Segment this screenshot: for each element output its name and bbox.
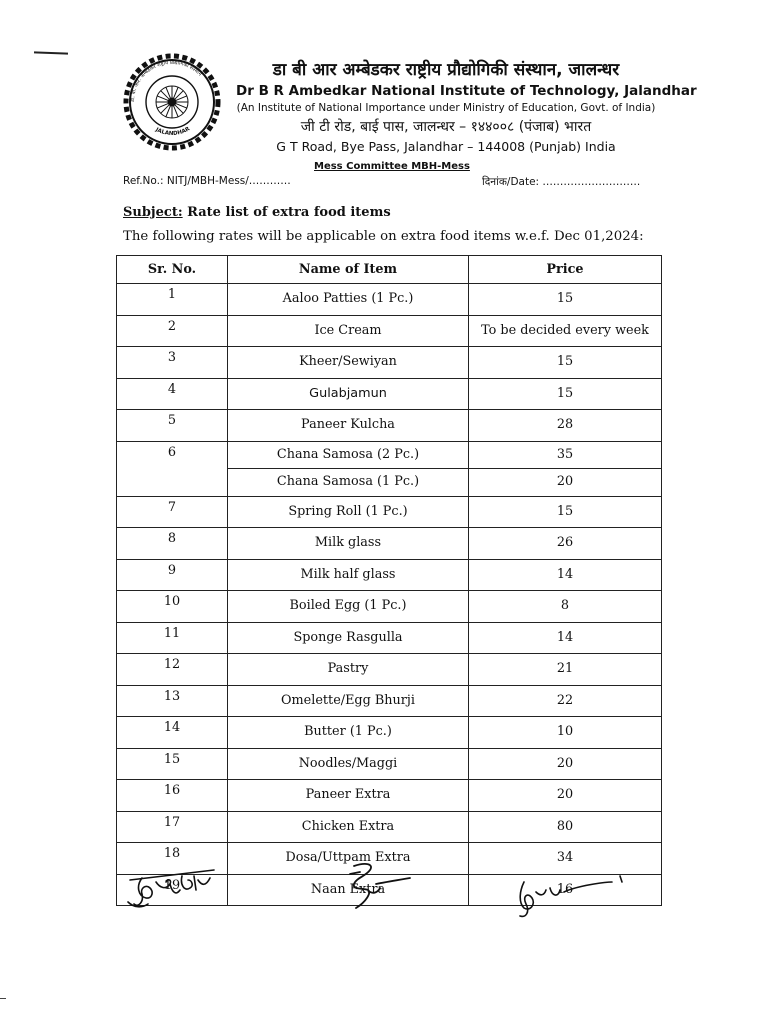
rate-table	[116, 255, 662, 906]
cell-sr: 18	[117, 843, 228, 875]
cell-sr: 14	[117, 717, 228, 749]
cell-sr: 1	[117, 284, 228, 316]
cell-sr: 11	[117, 622, 228, 654]
scan-mark	[34, 51, 68, 54]
cell-sr: 9	[117, 559, 228, 591]
cell-sr: 5	[117, 410, 228, 442]
header-price: Price	[469, 256, 662, 284]
cell-item: Ice Cream	[228, 315, 469, 347]
cell-item: Aaloo Patties (1 Pc.)	[228, 284, 469, 316]
institute-name-english: Dr B R Ambedkar National Institute of Technology, Jalandhar	[236, 83, 697, 99]
cell-sr: 17	[117, 811, 228, 843]
cell-sr: 15	[117, 748, 228, 780]
cell-item: Gulabjamun	[228, 378, 469, 410]
table-row	[117, 748, 662, 780]
table-row	[117, 622, 662, 654]
seal-text-bottom: JALANDHAR	[154, 126, 192, 137]
table-row	[117, 284, 662, 316]
address-hindi: जी टी रोड, बाई पास, जालन्धर – १४४००८ (पंजाब) भारत	[300, 119, 592, 135]
table-row	[117, 410, 662, 442]
signature-2	[344, 858, 424, 914]
cell-item: Omelette/Egg Bhurji	[228, 685, 469, 717]
header-sr-no: Sr. No.	[117, 256, 228, 284]
cell-sr: 13	[117, 685, 228, 717]
subject-label: Subject:	[123, 205, 183, 220]
cell-price: 35	[469, 441, 662, 469]
table-row	[117, 496, 662, 528]
signature-3	[512, 874, 632, 920]
cell-item: Paneer Extra	[228, 780, 469, 812]
table-row	[117, 780, 662, 812]
institute-seal	[120, 50, 224, 154]
date-field: दिनांक/Date: ……………………….	[482, 176, 641, 188]
institute-tagline: (An Institute of National Importance under Ministry of Education, Govt. of India)	[236, 102, 656, 114]
cell-sr: 19	[117, 874, 228, 906]
cell-item: Chana Samosa (2 Pc.)	[228, 441, 469, 469]
cell-price: 34	[469, 843, 662, 875]
table-row	[117, 347, 662, 379]
cell-item: Spring Roll (1 Pc.)	[228, 496, 469, 528]
cell-item: Dosa/Uttpam Extra	[228, 843, 469, 875]
table-row	[117, 591, 662, 623]
cell-item: Chana Samosa (1 Pc.)	[228, 469, 469, 497]
cell-price: 16	[469, 874, 662, 906]
reference-number: Ref.No.: NITJ/MBH-Mess/…………	[123, 175, 291, 187]
cell-price: 22	[469, 685, 662, 717]
cell-sr: 10	[117, 591, 228, 623]
cell-sr: 16	[117, 780, 228, 812]
cell-price: 8	[469, 591, 662, 623]
table-row	[117, 378, 662, 410]
cell-price: 10	[469, 717, 662, 749]
cell-sr: 3	[117, 347, 228, 379]
table-row	[117, 559, 662, 591]
committee-name: Mess Committee MBH-Mess	[314, 161, 470, 172]
subject-text: Rate list of extra food items	[182, 205, 391, 220]
cell-sr: 8	[117, 528, 228, 560]
cell-item: Kheer/Sewiyan	[228, 347, 469, 379]
cell-sr: 7	[117, 496, 228, 528]
cell-price: 26	[469, 528, 662, 560]
cell-item: Chicken Extra	[228, 811, 469, 843]
cell-price: To be decided every week	[469, 315, 662, 347]
edge-mark	[0, 998, 6, 999]
cell-price: 15	[469, 496, 662, 528]
cell-sr: 4	[117, 378, 228, 410]
cell-price: 21	[469, 654, 662, 686]
cell-price: 28	[469, 410, 662, 442]
cell-sr: 6	[117, 441, 228, 496]
cell-price: 14	[469, 559, 662, 591]
table-row	[117, 685, 662, 717]
intro-text: The following rates will be applicable on extra food items w.e.f. Dec 01,2024:	[123, 229, 644, 244]
cell-item: Naan Extra	[228, 874, 469, 906]
table-row	[117, 654, 662, 686]
cell-price: 20	[469, 748, 662, 780]
cell-item: Paneer Kulcha	[228, 410, 469, 442]
cell-item: Sponge Rasgulla	[228, 622, 469, 654]
cell-item: Boiled Egg (1 Pc.)	[228, 591, 469, 623]
cell-price: 20	[469, 469, 662, 497]
institute-name-hindi: डा बी आर अम्बेडकर राष्ट्रीय प्रौद्योगिकी संस्थान, जालन्धर	[272, 60, 620, 80]
cell-sr: 12	[117, 654, 228, 686]
subject-line	[123, 205, 391, 220]
cell-price: 15	[469, 347, 662, 379]
signature-1	[126, 862, 226, 914]
cell-item: Pastry	[228, 654, 469, 686]
cell-item: Noodles/Maggi	[228, 748, 469, 780]
cell-item: Butter (1 Pc.)	[228, 717, 469, 749]
cell-item: Milk half glass	[228, 559, 469, 591]
table-row	[117, 441, 662, 469]
table-row	[117, 811, 662, 843]
cell-item: Milk glass	[228, 528, 469, 560]
table-row	[117, 315, 662, 347]
table-row	[117, 717, 662, 749]
letterhead	[236, 58, 697, 156]
cell-price: 20	[469, 780, 662, 812]
seal-wheel-icon	[156, 86, 188, 118]
table-row	[117, 528, 662, 560]
cell-price: 15	[469, 284, 662, 316]
cell-price: 15	[469, 378, 662, 410]
seal-text-top: डॉ. बी. आर. अम्बेडकर राष्ट्रीय प्रौद्योगिकी संस्थान	[129, 59, 203, 103]
header-item-name: Name of Item	[228, 256, 469, 284]
cell-sr: 2	[117, 315, 228, 347]
cell-price: 80	[469, 811, 662, 843]
address-english: G T Road, Bye Pass, Jalandhar – 144008 (Punjab) India	[276, 139, 616, 154]
cell-price: 14	[469, 622, 662, 654]
